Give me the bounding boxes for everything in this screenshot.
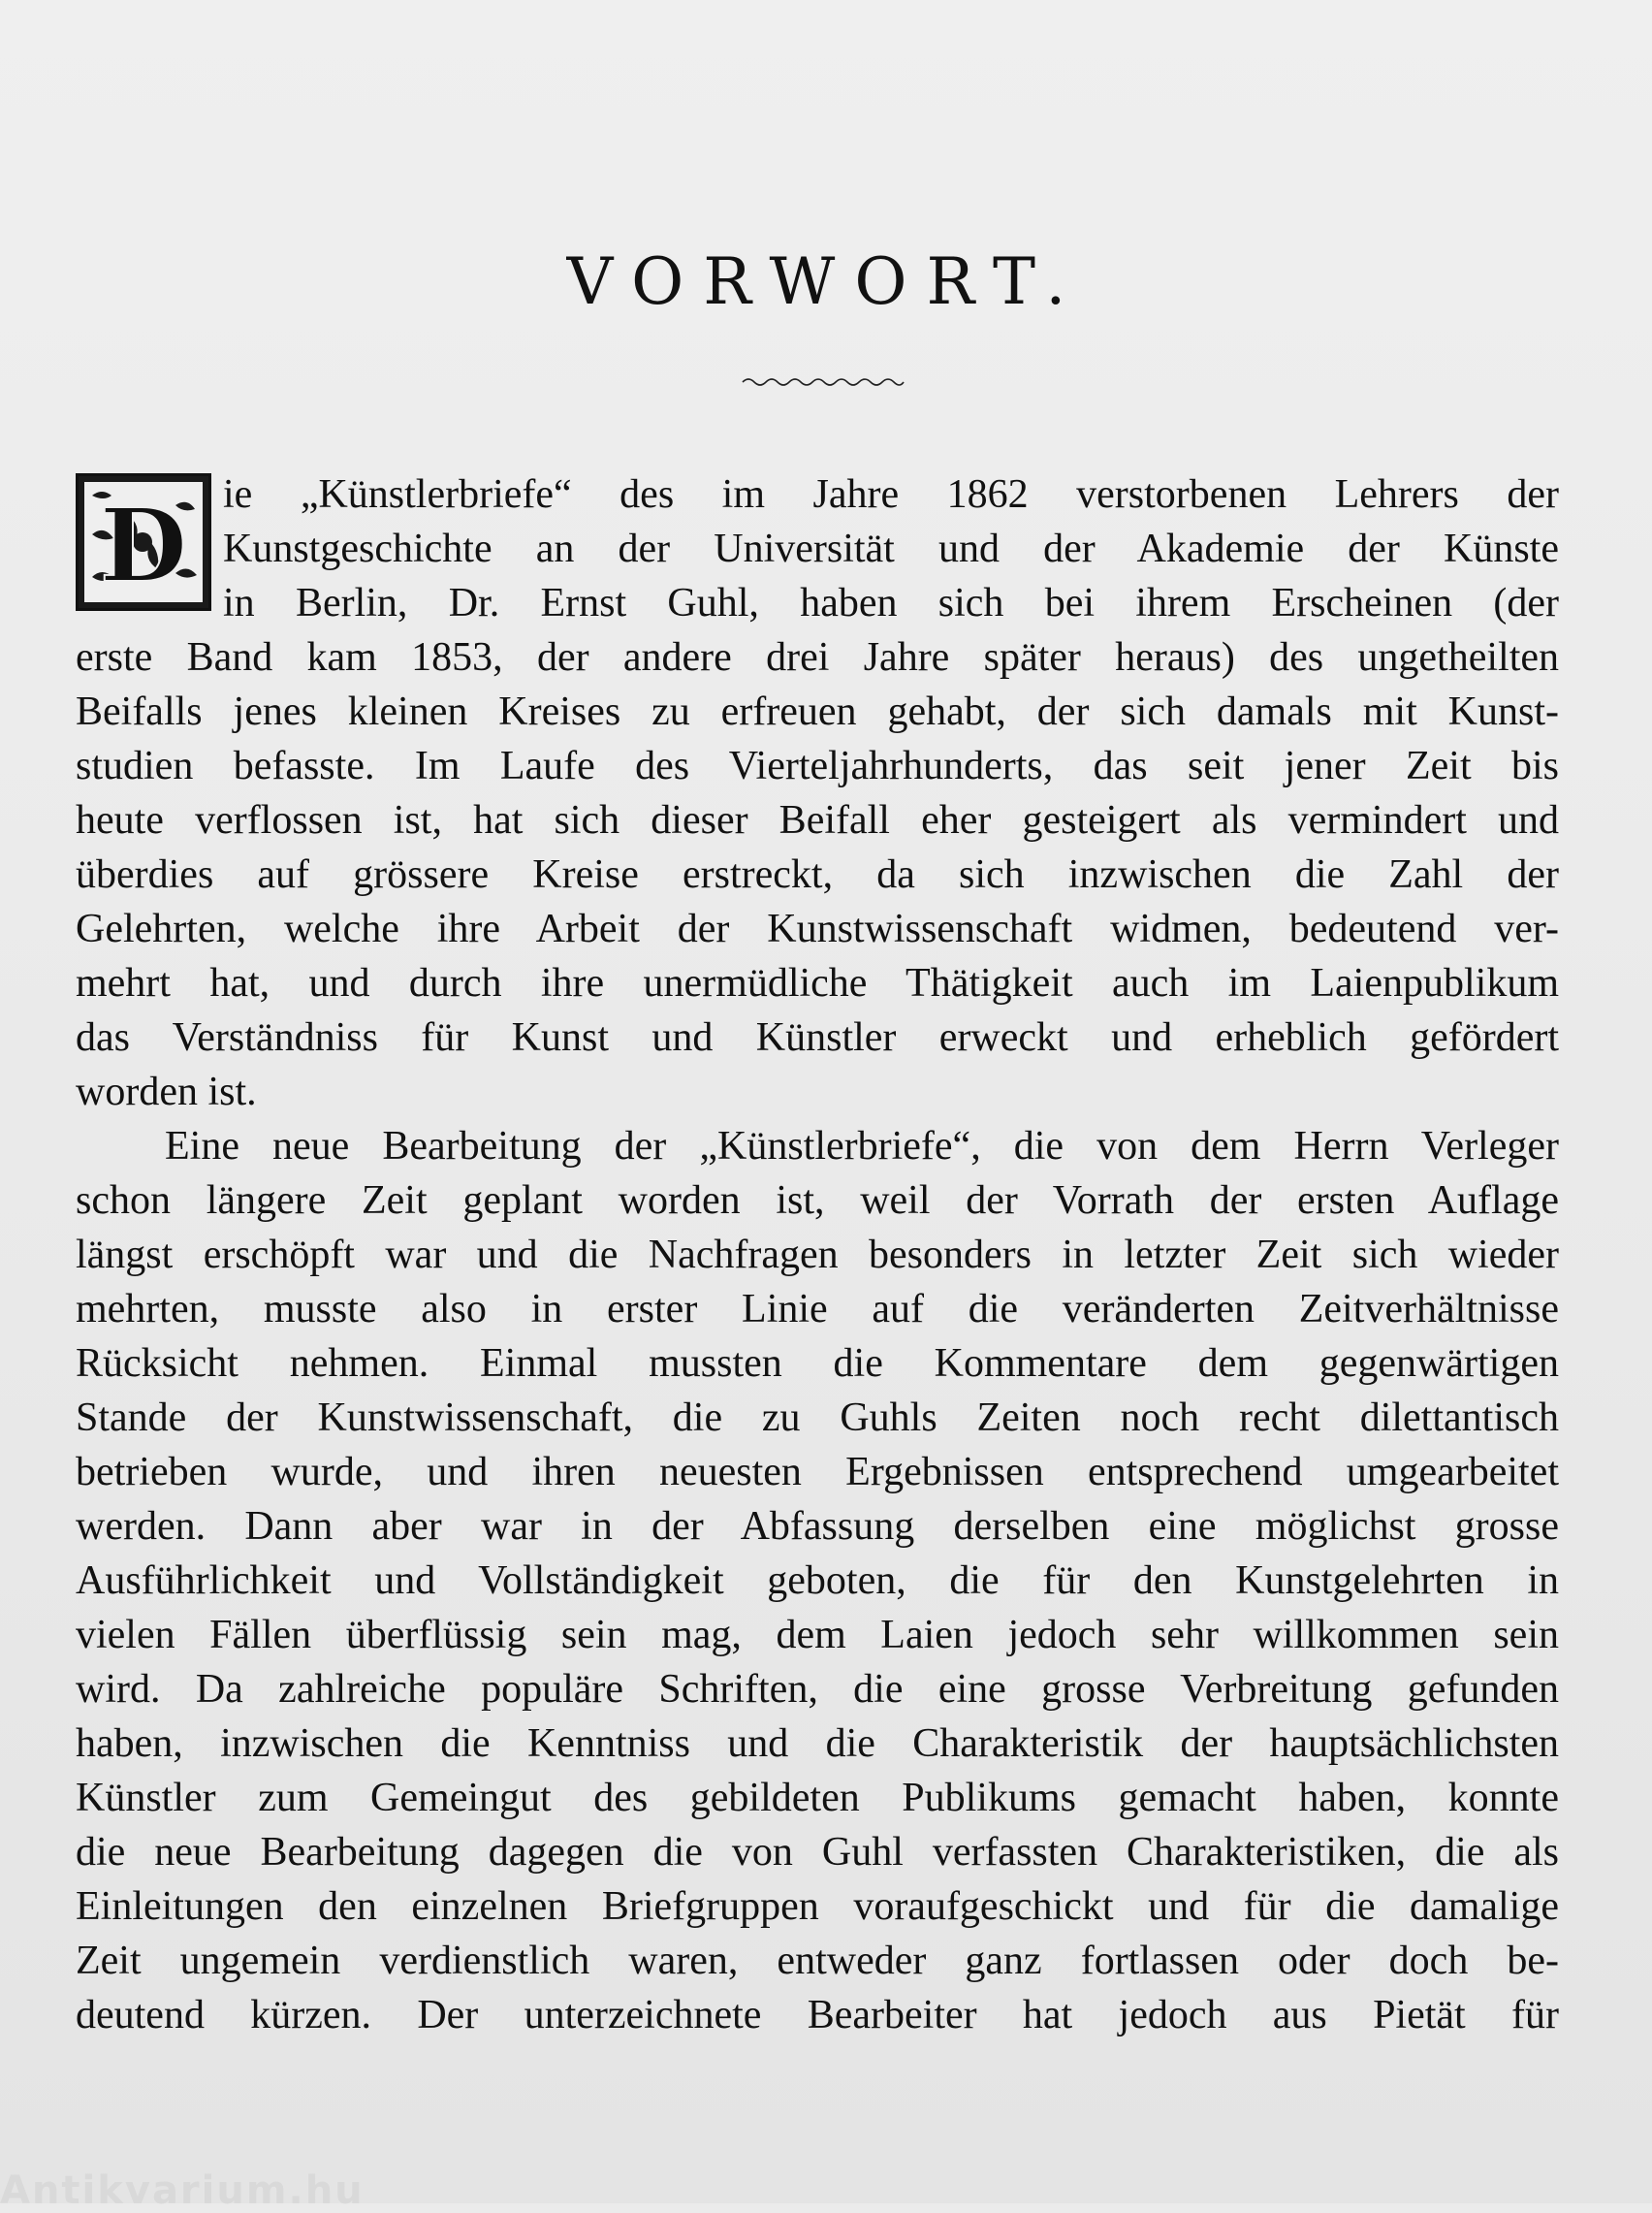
text-line: in Berlin, Dr. Ernst Guhl, haben sich bei ihrem Erscheinen (der bbox=[223, 581, 1559, 625]
text-line: betrieben wurde, und ihren neuesten Ergebnissen entsprechend umgearbeitet bbox=[76, 1450, 1559, 1494]
text-line: Zeit ungemein verdienstlich waren, entweder ganz fortlassen oder doch be- bbox=[76, 1939, 1559, 1983]
text-line: Einleitungen den einzelnen Briefgruppen voraufgeschickt und für die damalige bbox=[76, 1884, 1559, 1929]
text-line: die neue Bearbeitung dagegen die von Guhl verfassten Charakteristiken, die als bbox=[76, 1830, 1559, 1875]
body-text bbox=[76, 467, 1559, 2042]
watermark: Antikvarium.hu bbox=[0, 2168, 365, 2213]
text-line: werden. Dann aber war in der Abfassung derselben eine möglichst grosse bbox=[76, 1504, 1559, 1549]
text-line: das Verständniss für Kunst und Künstler erweckt und erheblich gefördert bbox=[76, 1015, 1559, 1060]
text-line: Ausführlichkeit und Vollständigkeit geboten, die für den Kunstgelehrten in bbox=[76, 1558, 1559, 1603]
text-line: überdies auf grössere Kreise erstreckt, da sich inzwischen die Zahl der bbox=[76, 852, 1559, 897]
text-line: Gelehrten, welche ihre Arbeit der Kunstwissenschaft widmen, bedeutend ver- bbox=[76, 907, 1559, 951]
text-line: Künstler zum Gemeingut des gebildeten Publikums gemacht haben, konnte bbox=[76, 1776, 1559, 1820]
text-line: deutend kürzen. Der unterzeichnete Bearbeiter hat jedoch aus Pietät für bbox=[76, 1993, 1559, 2037]
drop-cap-letter: D bbox=[99, 486, 188, 605]
text-line: schon längere Zeit geplant worden ist, weil der Vorrath der ersten Auflage bbox=[76, 1178, 1559, 1223]
text-line: Kunstgeschichte an der Universität und der Akademie der Künste bbox=[223, 527, 1559, 571]
text-line: Beifalls jenes kleinen Kreises zu erfreuen gehabt, der sich damals mit Kunst- bbox=[76, 690, 1559, 734]
text-line: haben, inzwischen die Kenntniss und die Charakteristik der hauptsächlichsten bbox=[76, 1721, 1559, 1766]
text-line: längst erschöpft war und die Nachfragen besonders in letzter Zeit sich wieder bbox=[76, 1233, 1559, 1277]
text-line: vielen Fällen überflüssig sein mag, dem Laien jedoch sehr willkommen sein bbox=[76, 1613, 1559, 1657]
text-line: erste Band kam 1853, der andere drei Jahre später heraus) des ungetheilten bbox=[76, 635, 1559, 680]
text-line: mehrten, musste also in erster Linie auf die veränderten Zeitverhältnisse bbox=[76, 1287, 1559, 1331]
text-line: heute verflossen ist, hat sich dieser Beifall eher gesteigert als vermindert und bbox=[76, 798, 1559, 843]
text-line: worden ist. bbox=[76, 1070, 257, 1114]
title-flourish-ornament bbox=[741, 374, 905, 390]
text-line: studien befasste. Im Laufe des Vierteljahrhunderts, das seit jener Zeit bis bbox=[76, 744, 1559, 788]
text-line: ie „Künstlerbriefe“ des im Jahre 1862 verstorbenen Lehrers der bbox=[223, 472, 1559, 517]
page-title: VORWORT. bbox=[566, 244, 1086, 319]
text-line: wird. Da zahlreiche populäre Schriften, die eine grosse Verbreitung gefunden bbox=[76, 1667, 1559, 1712]
text-line: Rücksicht nehmen. Einmal mussten die Kommentare dem gegenwärtigen bbox=[76, 1341, 1559, 1386]
text-line: Stande der Kunstwissenschaft, die zu Guhls Zeiten noch recht dilettantisch bbox=[76, 1395, 1559, 1440]
text-line: mehrt hat, und durch ihre unermüdliche Thätigkeit auch im Laienpublikum bbox=[76, 961, 1559, 1006]
text-line: Eine neue Bearbeitung der „Künstlerbriefe“, die von dem Herrn Verleger bbox=[165, 1124, 1559, 1169]
